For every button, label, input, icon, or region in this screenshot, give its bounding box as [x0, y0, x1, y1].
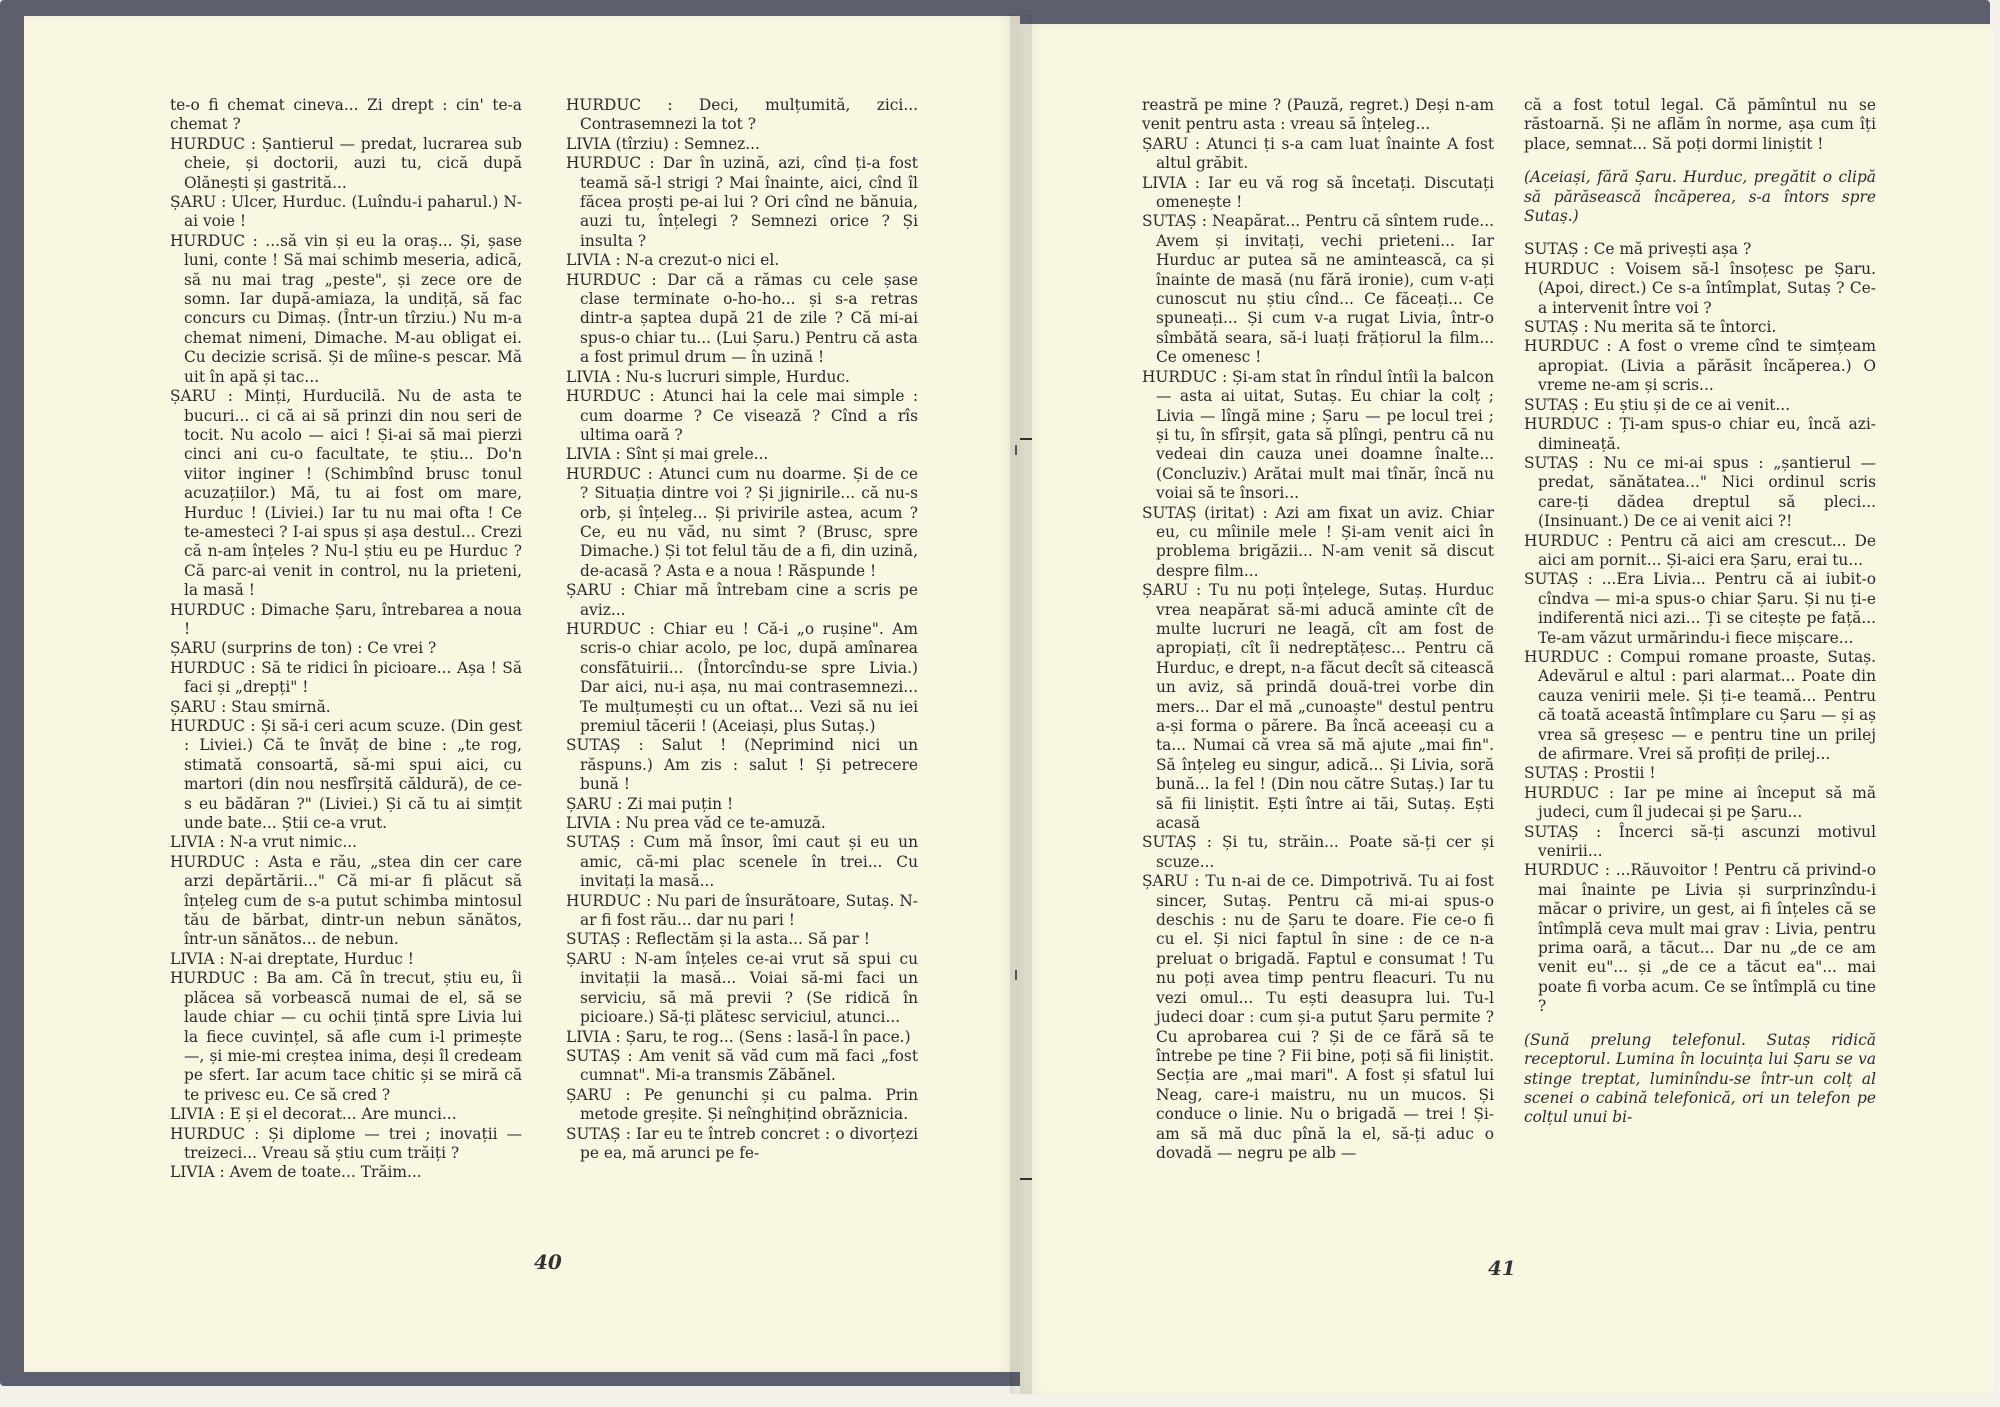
right-column-2	[1524, 96, 1876, 1142]
dialogue-paragraph: HURDUC : Dar că a rămas cu cele șase clase terminate o-ho-ho... și s-a retras dintr-a șaptea după 21 de zile ? Că mi-ai spus-o chiar tu... (Lui Șaru.) Pentru că asta a fost primul drum — în uzină !	[566, 270, 918, 367]
dialogue-paragraph: ȘARU : N-am înțeles ce-ai vrut să spui cu invitații la masă... Voiai să-mi faci un serviciu, să mă previi ? (Se ridică în picioare.) Să-ți plătesc serviciul, atunci...	[566, 949, 918, 1027]
dialogue-paragraph: te-o fi chemat cineva... Zi drept : cin' te-a chemat ?	[170, 96, 522, 134]
dialogue-paragraph: HURDUC : Și-am stat în rîndul întîi la balcon — asta ai uitat, Sutaș. Eu chiar la colț ; Livia — lîngă mine ; Șaru — pe locul trei ; și tu, în sfîrșit, gata să plîngi, pentru că nu vedeai din cauza unei doamne înalte... (Concluziv.) Arătai mult mai tînăr, încă nu voiai să te însori...	[1142, 367, 1494, 503]
dialogue-paragraph: ȘARU : Chiar mă întrebam cine a scris pe aviz...	[566, 581, 918, 619]
dialogue-paragraph: SUTAȘ : ...Era Livia... Pentru că ai iubit-o cîndva — mi-a spus-o chiar Șaru. Și nu ți-e indiferentă nici azi... Ți se citește pe față... Te-am văzut urmărindu-i fiece mișcare...	[1524, 570, 1876, 647]
dialogue-paragraph: HURDUC : ...să vin și eu la oraș... Și, șase luni, conte ! Să mai schimb meseria, adică, să nu mai trag „peste", și zece ore de somn. Iar după-amiaza, la undiță, să fac concurs cu Dimaș. (Într-un tîrziu.) Nu m-a chemat nimeni, Dimache. M-au obligat ei. Cu decizie scrisă. Și de mîine-s pescar. Mă uit în apă și tac...	[170, 231, 522, 386]
dialogue-paragraph: LIVIA : N-ai dreptate, Hurduc !	[170, 949, 414, 968]
dialogue-paragraph: HURDUC : Nu pari de însurătoare, Sutaș. N-ar fi fost rău... dar nu pari !	[566, 891, 918, 930]
dialogue-paragraph: LIVIA : Șaru, te rog... (Sens : lasă-l în pace.)	[566, 1027, 911, 1046]
dialogue-paragraph: LIVIA : Sînt și mai grele...	[566, 445, 769, 464]
dialogue-paragraph: SUTAȘ : Iar eu te întreb concret : o divorțezi pe ea, mă arunci pe fe-	[566, 1124, 918, 1162]
left-column-2	[566, 96, 918, 1163]
dialogue-paragraph: că a fost totul legal. Că pămîntul nu se răstoarnă. Și ne aflăm în norme, așa cum îți place, semnat... Să poți dormi liniștit !	[1524, 96, 1876, 153]
dialogue-paragraph: ȘARU : Stau smirnă.	[170, 697, 331, 716]
dialogue-paragraph: HURDUC : Dar în uzină, azi, cînd ți-a fost teamă să-l strigi ? Mai înainte, aici, cînd îl făcea proști pe-ai lui ? Ori cînd ne bănuia, auzi tu, înțelegi ? Semnezi orice ? Și insulta ?	[566, 154, 918, 250]
binding-tick	[1015, 445, 1017, 455]
dialogue-paragraph: ȘARU : Minți, Hurducilă. Nu de asta te bucuri... ci că ai să prinzi din nou seri de tocit. Nu acolo — aici ! Și-ai să mai pierzi cinci ani cu-o facultate, te știu... Do'n viitor inginer ! (Schimbînd brusc tonul acuzațiilor.) Mă, tu ai fost om mare, Hurduc ! (Liviei.) Iar tu nu mai ofta ! Ce te-amesteci ? I-ai spus și așa destul... Crezi că n-am înțeles ? Nu-l știu eu pe Hurduc ? Că parc-ai venit in control, nu la prieteni, la masă !	[170, 387, 522, 600]
dialogue-paragraph: ȘARU : Tu n-ai de ce. Dimpotrivă. Tu ai fost sincer, Sutaș. Pentru că mi-ai spus-o deschis : nu de Șaru te doare. Fie ce-o fi cu el. Și nici faptul în sine : de ce n-a preluat o brigadă. Faptul e consumat ! Tu nu poți avea timp pentru fleacuri. Tu nu vezi omul... Tu ești deasupra lui. Tu-l judeci doar : cum și-a putut Șaru permite ? Cu aprobarea cui ? Și de ce fără să te întrebe pe tine ? Fii bine, poți să fii liniștit. Secția are „mai mari". A fost și sfatul lui Neag, care-i maistru, nu un mucos. Și conduce o linie. Nu o brigadă — trei ! Și-am să mă duc pînă la el, să-ți aduc o dovadă — negru pe alb —	[1142, 872, 1494, 1162]
dialogue-paragraph: ȘARU (surprins de ton) : Ce vrei ?	[170, 639, 437, 658]
stage-direction: (Aceiași, fără Șaru. Hurduc, pregătit o clipă să părăsească încăperea, s-a întors spre Sutaș.)	[1524, 168, 1876, 226]
dialogue-paragraph: HURDUC : Șantierul — predat, lucrarea sub cheie, și doctorii, auzi tu, cică după Olănești și gastrită...	[170, 134, 522, 192]
right-column-1	[1142, 96, 1494, 1163]
dialogue-paragraph: SUTAȘ : Ce mă privești așa ?	[1524, 240, 1752, 259]
dialogue-paragraph: HURDUC : Iar pe mine ai început să mă judeci, cum îl judecai și pe Șaru...	[1524, 783, 1876, 822]
dialogue-paragraph: LIVIA : E și el decorat... Are munci...	[170, 1105, 457, 1124]
dialogue-paragraph: HURDUC : Voisem să-l însoțesc pe Șaru. (Apoi, direct.) Ce s-a întîmplat, Sutaș ? Ce-a intervenit între voi ?	[1524, 259, 1876, 317]
dialogue-paragraph: HURDUC : A fost o vreme cînd te simțeam apropiat. (Livia a părăsit încăperea.) O vreme ne-am și scris...	[1524, 337, 1876, 395]
dialogue-paragraph: HURDUC : Deci, mulțumită, zici... Contrasemnezi la tot ?	[566, 96, 918, 134]
dialogue-paragraph: HURDUC : Și să-i ceri acum scuze. (Din gest : Liviei.) Că te învăț de bine : „te rog, stimată consoartă, să-mi spui aici, cu martori (din nou nesfîrșită căldură), de ce-s eu bădăran ?" (Liviei.) Și că tu ai simțit unde bate... Știi ce-a vrut.	[170, 717, 522, 833]
dialogue-paragraph: LIVIA : Nu prea văd ce te-amuză.	[566, 814, 826, 833]
dialogue-paragraph: LIVIA : N-a vrut nimic...	[170, 833, 358, 852]
dialogue-paragraph: SUTAȘ : Cum mă însor, îmi caut și eu un amic, că-mi plac scenele în trei... Cu invitați la masă...	[566, 833, 918, 891]
dialogue-paragraph: HURDUC : Atunci cum nu doarme. Și de ce ? Situația dintre voi ? Și jignirile... că nu-s orb, și înțeleg... Și privirile astea, acum ? Ce, eu nu văd, nu simt ? (Brusc, spre Dimache.) Și tot felul tău de a fi, din uzină, de-acasă ? Asta e a noua ! Răspunde !	[566, 464, 918, 580]
dialogue-paragraph: LIVIA : Avem de toate... Trăim...	[170, 1163, 422, 1182]
dialogue-paragraph: SUTAȘ : Și tu, străin... Poate să-ți cer și scuze...	[1142, 833, 1494, 871]
page-number-right: 41	[1488, 1256, 1516, 1280]
dialogue-paragraph: HURDUC : Ba am. Că în trecut, știu eu, îi plăcea să vorbească numai de el, să se laude chiar — cu ochii țintă spre Livia lui la fiece cuvințel, să afle cum i-l primește —, și mie-mi creștea inima, deși îl credeam pe sfert. Iar acum tace chitic și se miră că te privesc eu. Ce să cred ?	[170, 969, 522, 1104]
dialogue-paragraph: SUTAȘ : Salut ! (Neprimind nici un răspuns.) Am zis : salut ! Și petrecere bună !	[566, 736, 918, 794]
dialogue-paragraph: HURDUC : Pentru că aici am crescut... De aici am pornit... Și-aici era Șaru, erai tu...	[1524, 531, 1876, 569]
dialogue-paragraph: SUTAȘ : Prostii !	[1524, 764, 1656, 783]
dialogue-paragraph: ȘARU : Ulcer, Hurduc. (Luîndu-i paharul.) N-ai voie !	[170, 193, 522, 231]
right-page	[1020, 24, 1994, 1394]
dialogue-paragraph: LIVIA (tîrziu) : Semnez...	[566, 134, 760, 153]
dialogue-paragraph: LIVIA : N-a crezut-o nici el.	[566, 251, 780, 270]
dialogue-paragraph: HURDUC : Ți-am spus-o chiar eu, încă azi-dimineață.	[1524, 415, 1876, 453]
stage-direction: (Sună prelung telefonul. Sutaș ridică receptorul. Lumina în locuința lui Șaru se va stinge treptat, luminîndu-se într-un colț al scenei o cabină telefonică, ori un telefon pe colțul unui bi-	[1524, 1030, 1876, 1127]
dialogue-paragraph: HURDUC : Să te ridici în picioare... Așa ! Să faci și „drepți" !	[170, 658, 522, 697]
dialogue-paragraph: SUTAȘ : Neapărat... Pentru că sîntem rude... Avem și invitați, vechi prieteni... Iar Hurduc ar putea să ne amintească, ca și înainte de masă (nu fără ironie), cum v-ați cunoscut nu știu cînd... Ce făceați... Ce spuneați... Și cum v-a rugat Livia, într-o sîmbătă seara, să-i luați frățiorul la film... Ce omenesc !	[1142, 212, 1494, 367]
dialogue-paragraph: HURDUC : Chiar eu ! Că-i „o rușine". Am scris-o chiar acolo, pe loc, după amînarea consfătuirii... (Întorcîndu-se spre Livia.) Dar aici, nu-i așa, nu mai contrasemnezi... Te mulțumești cu un oftat... Vezi să nu iei premiul tăcerii ! (Aceiași, plus Sutaș.)	[566, 619, 918, 735]
dialogue-paragraph: ȘARU : Tu nu poți înțelege, Sutaș. Hurduc vrea neapărat să-mi aducă aminte cît de multe lucruri ne leagă, cît am fost de apropiați, cît îi nedreptățesc... Pentru că Hurduc, e drept, n-a făcut decît să citească un aviz, să prindă două-trei vorbe din mers... Dar el mă „cunoaște" destul pentru a-și forma o părere. Ba încă aceeași cu a ta... Numai că vrea să mă ajute „mai fin". Să înțeleg eu singur, adică... Și Livia, soră bună... la fel ! (Din nou către Sutaș.) Iar tu să fii liniștit. Ești între ai tăi, Sutaș. Ești acasă	[1142, 581, 1494, 833]
dialogue-paragraph: SUTAȘ : Am venit să văd cum mă faci „fost cumnat". Mi-a transmis Zăbănel.	[566, 1046, 918, 1085]
dialogue-paragraph: SUTAȘ : Eu știu și de ce ai venit...	[1524, 395, 1791, 414]
dialogue-paragraph: SUTAȘ (iritat) : Azi am fixat un aviz. Chiar eu, cu mîinile mele ! Și-am venit aici în problema brigăzii... N-am venit să discut despre film...	[1142, 503, 1494, 580]
dialogue-paragraph: LIVIA : Iar eu vă rog să încetați. Discutați omenește !	[1142, 173, 1494, 212]
dialogue-paragraph: HURDUC : Asta e rău, „stea din cer care arzi depărtării..." Că mi-ar fi plăcut să înțeleg cum de s-a putut schimba mintosul tău de bărbat, dintr-un nebun sănătos, într-un sănătos... de nebun.	[170, 852, 522, 949]
dialogue-paragraph: SUTAȘ : Nu merita să te întorci.	[1524, 318, 1777, 337]
binding-tick	[1015, 970, 1017, 980]
dialogue-paragraph: ȘARU : Atunci ți s-a cam luat înainte A fost altul grăbit.	[1142, 134, 1494, 173]
page-number-left: 40	[534, 1250, 562, 1274]
dialogue-paragraph: ȘARU : Pe genunchi și cu palma. Prin metode greșite. Și neînghițind obrăznicia.	[566, 1085, 918, 1124]
dialogue-paragraph: HURDUC : Compui romane proaste, Sutaș. Adevărul e altul : pari alarmat... Poate din cauza venirii mele. Și ți-e teamă... Pentru că toată această întîmplare cu Șaru — și aș vrea să greșesc — e pentru tine un prilej de afirmare. Vrei să profiți de prilej...	[1524, 647, 1877, 763]
dialogue-paragraph: HURDUC : ...Răuvoitor ! Pentru că privind-o mai înainte pe Livia și surprinzîndu-i măcar o privire, un gest, ai fi înțeles că se întîmplă ceva mult mai grav : Livia, pentru prima oară, a tăcut... Dar nu „de ce am venit eu"... și „de ce a tăcut ea"... mai poate fi vorba acum. Ce se întîmplă cu tine ?	[1524, 861, 1876, 1016]
dialogue-paragraph: reastră pe mine ? (Pauză, regret.) Deși n-am venit pentru asta : vreau să înțeleg...	[1142, 96, 1494, 134]
dialogue-paragraph: SUTAȘ : Nu ce mi-ai spus : „șantierul — predat, sănătatea..." Nici ordinul scris care-ți dădea dreptul să pleci... (Insinuant.) De ce ai venit aici ?!	[1524, 453, 1876, 531]
spine-shadow	[1010, 14, 1032, 1394]
dialogue-paragraph: ȘARU : Zi mai puțin !	[566, 794, 734, 813]
dialogue-paragraph: SUTAȘ : Încerci să-ți ascunzi motivul venirii...	[1524, 822, 1876, 861]
left-column-1	[170, 96, 522, 1183]
dialogue-paragraph: HURDUC : Și diplome — trei ; inovații — treizeci... Vreau să știu cum trăiți ?	[170, 1124, 522, 1162]
dialogue-paragraph: HURDUC : Dimache Șaru, întrebarea a noua !	[170, 600, 522, 638]
dialogue-paragraph: LIVIA : Nu-s lucruri simple, Hurduc.	[566, 367, 850, 386]
dialogue-paragraph: HURDUC : Atunci hai la cele mai simple : cum doarme ? Ce visează ? Cînd a rîs ultima oară ?	[566, 387, 918, 444]
left-page	[24, 16, 1020, 1372]
dialogue-paragraph: SUTAȘ : Reflectăm și la asta... Să par !	[566, 930, 870, 949]
